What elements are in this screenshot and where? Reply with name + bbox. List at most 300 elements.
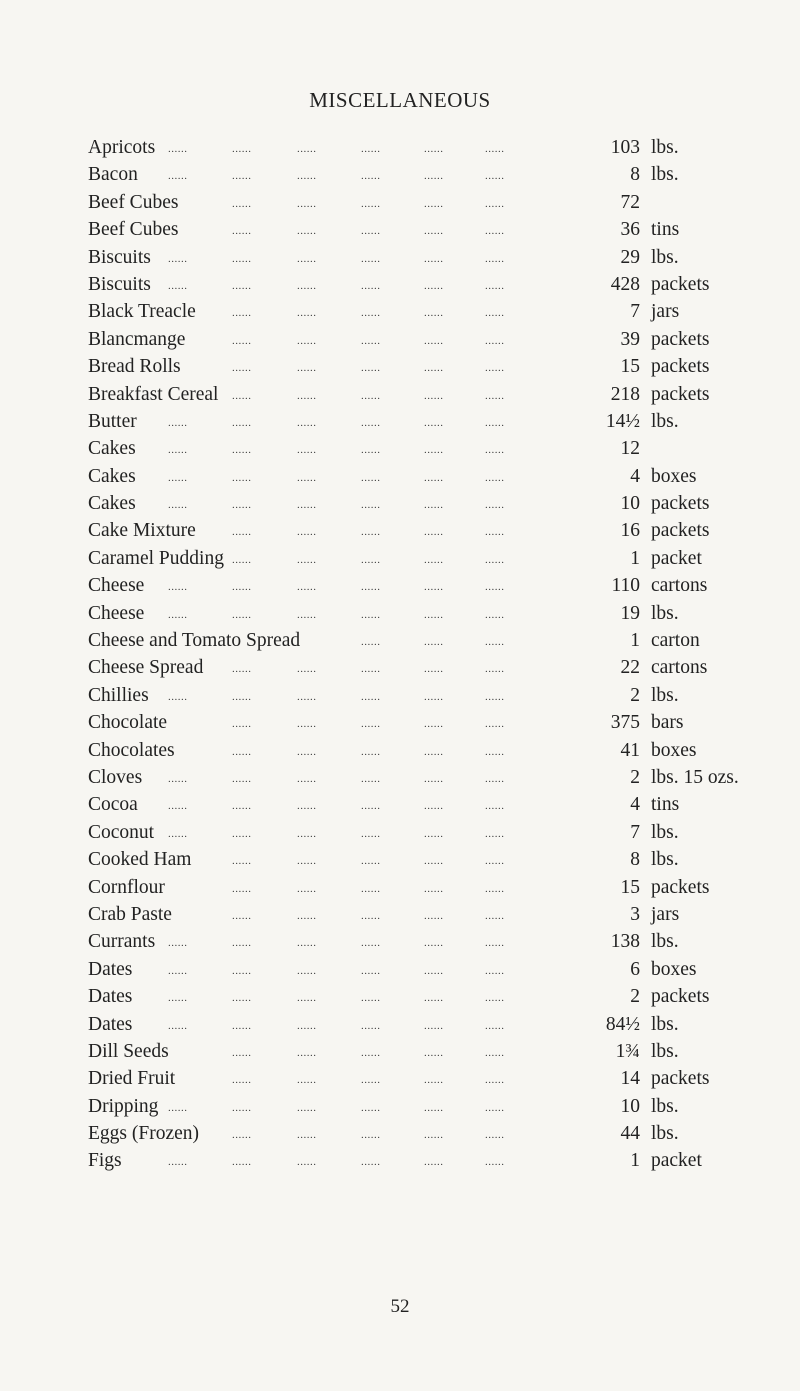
- leader-dots: ......: [424, 937, 444, 950]
- item-unit: packets: [651, 493, 710, 515]
- list-item: [0, 490, 800, 517]
- leader-dots: ......: [297, 279, 317, 292]
- leader-dots: ......: [297, 1129, 317, 1142]
- leader-dots: ......: [424, 1101, 444, 1114]
- list-item: [0, 874, 800, 901]
- leader-dots: ......: [168, 279, 188, 292]
- leader-dots: ......: [297, 334, 317, 347]
- item-quantity: 4: [630, 465, 640, 487]
- list-item: [0, 189, 800, 216]
- leader-dots: ......: [232, 143, 252, 155]
- item-unit: tins: [651, 219, 680, 241]
- item-quantity: 44: [620, 1123, 640, 1145]
- item-name: Beef Cubes: [88, 191, 179, 213]
- item-quantity: 110: [611, 575, 640, 597]
- item-quantity: 10: [620, 493, 640, 515]
- leader-dots: ......: [297, 772, 317, 785]
- leader-dots: ......: [232, 362, 252, 375]
- leader-dots: ......: [424, 1046, 444, 1059]
- leader-dots: ......: [424, 143, 444, 155]
- item-unit: packet: [651, 547, 702, 569]
- leader-dots: ......: [485, 608, 505, 621]
- leader-dots: ......: [232, 718, 252, 731]
- item-quantity: 16: [620, 520, 640, 542]
- leader-dots: ......: [168, 499, 188, 512]
- item-name: Chocolates: [88, 739, 175, 761]
- leader-dots: ......: [361, 745, 381, 758]
- list-item: [0, 1038, 800, 1065]
- leader-dots: ......: [297, 937, 317, 950]
- leader-dots: ......: [232, 882, 252, 895]
- leader-dots: ......: [168, 471, 188, 484]
- leader-dots: ......: [232, 1129, 252, 1142]
- leader-dots: ......: [297, 416, 317, 429]
- item-unit: lbs. 15 ozs.: [651, 766, 739, 788]
- list-item: [0, 517, 800, 544]
- item-name: Cake Mixture: [88, 520, 196, 542]
- leader-dots: ......: [297, 362, 317, 375]
- item-quantity: 15: [620, 356, 640, 378]
- leader-dots: ......: [424, 1129, 444, 1142]
- leader-dots: ......: [485, 389, 505, 402]
- item-unit: bars: [651, 712, 684, 734]
- leader-dots: ......: [361, 1156, 381, 1169]
- item-quantity: 1: [630, 547, 640, 569]
- item-unit: lbs.: [651, 821, 679, 843]
- leader-dots: ......: [232, 663, 252, 676]
- leader-dots: ......: [361, 362, 381, 375]
- item-quantity: 103: [610, 137, 640, 158]
- leader-dots: ......: [168, 800, 188, 813]
- item-quantity: 39: [620, 328, 640, 350]
- item-name: Cakes: [88, 438, 136, 460]
- leader-dots: ......: [297, 827, 317, 840]
- item-name: Eggs (Frozen): [88, 1123, 200, 1145]
- leader-dots: ......: [485, 636, 505, 649]
- leader-dots: ......: [297, 581, 317, 594]
- item-quantity: 7: [630, 301, 640, 323]
- leader-dots: ......: [361, 718, 381, 731]
- leader-dots: ......: [361, 1129, 381, 1142]
- item-quantity: 41: [620, 739, 640, 761]
- item-name: Beef Cubes: [88, 219, 179, 241]
- list-item: [0, 928, 800, 955]
- item-name: Cheese Spread: [88, 657, 204, 679]
- item-quantity: 1: [630, 1150, 640, 1172]
- leader-dots: ......: [361, 1101, 381, 1114]
- leader-dots: ......: [424, 362, 444, 375]
- leader-dots: ......: [424, 1019, 444, 1032]
- leader-dots: ......: [232, 553, 252, 566]
- item-quantity: 8: [630, 849, 640, 871]
- item-quantity: 1: [630, 630, 640, 652]
- leader-dots: ......: [485, 471, 505, 484]
- leader-dots: ......: [361, 663, 381, 676]
- leader-dots: ......: [297, 389, 317, 402]
- leader-dots: ......: [232, 800, 252, 813]
- leader-dots: ......: [168, 1101, 188, 1114]
- list-item: [0, 901, 800, 928]
- leader-dots: ......: [424, 416, 444, 429]
- item-quantity: 14½: [605, 410, 640, 432]
- leader-dots: ......: [168, 992, 188, 1005]
- leader-dots: ......: [168, 772, 188, 785]
- leader-dots: ......: [168, 1156, 188, 1169]
- list-item: [0, 791, 800, 818]
- leader-dots: ......: [361, 992, 381, 1005]
- leader-dots: ......: [168, 690, 188, 703]
- item-unit: lbs.: [651, 1123, 679, 1145]
- leader-dots: ......: [297, 909, 317, 922]
- leader-dots: ......: [361, 553, 381, 566]
- item-unit: lbs.: [651, 410, 679, 432]
- leader-dots: ......: [424, 471, 444, 484]
- list-item: [0, 654, 800, 681]
- leader-dots: ......: [232, 499, 252, 512]
- leader-dots: ......: [424, 690, 444, 703]
- list-item: [0, 1147, 800, 1174]
- item-quantity: 12: [620, 438, 640, 460]
- leader-dots: ......: [297, 526, 317, 539]
- list-item: [0, 408, 800, 435]
- leader-dots: ......: [297, 471, 317, 484]
- leader-dots: ......: [297, 1074, 317, 1087]
- item-name: Crab Paste: [88, 903, 172, 925]
- leader-dots: ......: [361, 170, 381, 183]
- item-unit: jars: [651, 903, 680, 925]
- item-unit: lbs.: [651, 931, 679, 953]
- item-unit: lbs.: [651, 164, 679, 186]
- item-quantity: 15: [620, 876, 640, 898]
- leader-dots: ......: [232, 690, 252, 703]
- item-unit: packets: [651, 273, 710, 295]
- leader-dots: ......: [168, 143, 188, 155]
- leader-dots: ......: [232, 307, 252, 320]
- leader-dots: ......: [232, 827, 252, 840]
- item-quantity: 10: [620, 1095, 640, 1117]
- leader-dots: ......: [361, 690, 381, 703]
- leader-dots: ......: [232, 444, 252, 457]
- leader-dots: ......: [232, 389, 252, 402]
- leader-dots: ......: [424, 882, 444, 895]
- list-item: [0, 1093, 800, 1120]
- leader-dots: ......: [297, 690, 317, 703]
- leader-dots: ......: [232, 964, 252, 977]
- leader-dots: ......: [297, 882, 317, 895]
- item-unit: packets: [651, 986, 710, 1008]
- item-name: Cocoa: [88, 794, 138, 816]
- leader-dots: ......: [361, 307, 381, 320]
- item-name: Butter: [88, 410, 137, 432]
- leader-dots: ......: [297, 718, 317, 731]
- page-number: 52: [390, 1296, 410, 1317]
- item-quantity: 19: [620, 602, 640, 624]
- item-unit: packets: [651, 356, 710, 378]
- leader-dots: ......: [361, 416, 381, 429]
- item-name: Dill Seeds: [88, 1040, 169, 1062]
- list-item: [0, 600, 800, 627]
- item-unit: tins: [651, 794, 680, 816]
- leader-dots: ......: [424, 553, 444, 566]
- leader-dots: ......: [168, 1019, 188, 1032]
- leader-dots: ......: [485, 663, 505, 676]
- leader-dots: ......: [424, 855, 444, 868]
- leader-dots: ......: [361, 197, 381, 210]
- leader-dots: ......: [424, 909, 444, 922]
- item-name: Currants: [88, 931, 156, 953]
- list-item: [0, 381, 800, 408]
- list-item: [0, 737, 800, 764]
- list-item: [0, 682, 800, 709]
- leader-dots: ......: [297, 252, 317, 265]
- leader-dots: ......: [485, 143, 505, 155]
- item-quantity: 3: [630, 903, 640, 925]
- item-quantity: 14: [620, 1068, 640, 1090]
- item-unit: boxes: [651, 465, 697, 487]
- leader-dots: ......: [297, 800, 317, 813]
- item-list: [0, 134, 800, 1175]
- list-item: [0, 298, 800, 325]
- item-name: Coconut: [88, 821, 155, 843]
- leader-dots: ......: [297, 197, 317, 210]
- leader-dots: ......: [361, 444, 381, 457]
- leader-dots: ......: [168, 581, 188, 594]
- leader-dots: ......: [485, 307, 505, 320]
- leader-dots: ......: [232, 225, 252, 238]
- leader-dots: ......: [361, 389, 381, 402]
- item-quantity: 22: [620, 657, 640, 679]
- leader-dots: ......: [297, 553, 317, 566]
- item-quantity: 8: [630, 164, 640, 186]
- leader-dots: ......: [424, 170, 444, 183]
- item-quantity: 7: [630, 821, 640, 843]
- item-unit: cartons: [651, 575, 708, 597]
- leader-dots: ......: [485, 526, 505, 539]
- list-item: [0, 326, 800, 353]
- leader-dots: ......: [297, 444, 317, 457]
- item-quantity: 36: [620, 219, 640, 241]
- leader-dots: ......: [361, 499, 381, 512]
- leader-dots: ......: [232, 279, 252, 292]
- leader-dots: ......: [424, 499, 444, 512]
- list-item: [0, 846, 800, 873]
- leader-dots: ......: [361, 909, 381, 922]
- item-quantity: 428: [610, 273, 640, 295]
- item-quantity: 375: [610, 712, 640, 734]
- leader-dots: ......: [485, 1101, 505, 1114]
- item-unit: packets: [651, 328, 710, 350]
- leader-dots: ......: [361, 827, 381, 840]
- leader-dots: ......: [361, 1046, 381, 1059]
- leader-dots: ......: [424, 526, 444, 539]
- leader-dots: ......: [361, 143, 381, 155]
- leader-dots: ......: [485, 581, 505, 594]
- item-name: Bread Rolls: [88, 356, 181, 378]
- item-name: Cornflour: [88, 876, 165, 898]
- leader-dots: ......: [485, 855, 505, 868]
- item-name: Dates: [88, 986, 133, 1008]
- leader-dots: ......: [485, 225, 505, 238]
- leader-dots: ......: [297, 143, 317, 155]
- list-item: [0, 463, 800, 490]
- item-quantity: 4: [630, 794, 640, 816]
- list-item: [0, 764, 800, 791]
- leader-dots: ......: [297, 992, 317, 1005]
- list-item: [0, 572, 800, 599]
- leader-dots: ......: [424, 608, 444, 621]
- leader-dots: ......: [168, 937, 188, 950]
- item-unit: lbs.: [651, 1040, 679, 1062]
- leader-dots: ......: [485, 800, 505, 813]
- leader-dots: ......: [485, 882, 505, 895]
- leader-dots: ......: [297, 499, 317, 512]
- leader-dots: ......: [485, 745, 505, 758]
- list-item: [0, 627, 800, 654]
- leader-dots: ......: [168, 252, 188, 265]
- leader-dots: ......: [424, 827, 444, 840]
- item-quantity: 138: [610, 931, 640, 953]
- leader-dots: ......: [297, 608, 317, 621]
- item-name: Dried Fruit: [88, 1068, 176, 1090]
- leader-dots: ......: [485, 252, 505, 265]
- leader-dots: ......: [297, 855, 317, 868]
- list-item: [0, 545, 800, 572]
- item-name: Dates: [88, 1013, 133, 1035]
- list-item: [0, 1065, 800, 1092]
- leader-dots: ......: [361, 471, 381, 484]
- leader-dots: ......: [485, 170, 505, 183]
- leader-dots: ......: [424, 252, 444, 265]
- item-unit: boxes: [651, 739, 697, 761]
- item-unit: boxes: [651, 958, 697, 980]
- leader-dots: ......: [424, 772, 444, 785]
- item-name: Caramel Pudding: [88, 547, 224, 569]
- leader-dots: ......: [297, 964, 317, 977]
- leader-dots: ......: [424, 389, 444, 402]
- leader-dots: ......: [485, 362, 505, 375]
- leader-dots: ......: [424, 225, 444, 238]
- item-quantity: 218: [610, 383, 640, 405]
- item-name: Bacon: [88, 164, 138, 186]
- leader-dots: ......: [485, 279, 505, 292]
- item-name: Biscuits: [88, 246, 151, 268]
- item-unit: lbs.: [651, 1013, 679, 1035]
- item-quantity: 2: [630, 986, 640, 1008]
- leader-dots: ......: [361, 608, 381, 621]
- item-quantity: 1¾: [615, 1040, 640, 1062]
- list-item: [0, 353, 800, 380]
- item-name: Figs: [88, 1150, 122, 1172]
- leader-dots: ......: [485, 499, 505, 512]
- leader-dots: ......: [424, 800, 444, 813]
- leader-dots: ......: [424, 964, 444, 977]
- leader-dots: ......: [232, 1156, 252, 1169]
- list-item: [0, 1120, 800, 1147]
- item-name: Blancmange: [88, 328, 186, 350]
- leader-dots: ......: [485, 827, 505, 840]
- leader-dots: ......: [361, 279, 381, 292]
- leader-dots: ......: [168, 170, 188, 183]
- item-name: Dates: [88, 958, 133, 980]
- leader-dots: ......: [232, 252, 252, 265]
- item-quantity: 2: [630, 766, 640, 788]
- leader-dots: ......: [361, 252, 381, 265]
- leader-dots: ......: [232, 416, 252, 429]
- leader-dots: ......: [232, 1101, 252, 1114]
- page-title: MISCELLANEOUS: [309, 88, 491, 112]
- leader-dots: ......: [232, 170, 252, 183]
- leader-dots: ......: [361, 800, 381, 813]
- leader-dots: ......: [361, 1019, 381, 1032]
- leader-dots: ......: [485, 718, 505, 731]
- leader-dots: ......: [424, 334, 444, 347]
- leader-dots: ......: [485, 992, 505, 1005]
- item-name: Cheese: [88, 575, 145, 597]
- leader-dots: ......: [168, 416, 188, 429]
- list-item: [0, 271, 800, 298]
- leader-dots: ......: [485, 1046, 505, 1059]
- item-name: Cheese and Tomato Spread: [88, 630, 301, 652]
- item-name: Dripping: [88, 1095, 159, 1117]
- leader-dots: ......: [361, 581, 381, 594]
- leader-dots: ......: [232, 526, 252, 539]
- leader-dots: ......: [361, 964, 381, 977]
- item-name: Cakes: [88, 465, 136, 487]
- leader-dots: ......: [485, 416, 505, 429]
- leader-dots: ......: [232, 992, 252, 1005]
- leader-dots: ......: [297, 1019, 317, 1032]
- leader-dots: ......: [361, 225, 381, 238]
- leader-dots: ......: [232, 334, 252, 347]
- leader-dots: ......: [424, 581, 444, 594]
- leader-dots: ......: [232, 1046, 252, 1059]
- leader-dots: ......: [424, 663, 444, 676]
- leader-dots: ......: [168, 964, 188, 977]
- leader-dots: ......: [232, 909, 252, 922]
- leader-dots: ......: [424, 1074, 444, 1087]
- leader-dots: ......: [485, 444, 505, 457]
- leader-dots: ......: [232, 197, 252, 210]
- leader-dots: ......: [485, 772, 505, 785]
- list-item: [0, 435, 800, 462]
- item-quantity: 2: [630, 684, 640, 706]
- leader-dots: ......: [232, 745, 252, 758]
- list-item: [0, 819, 800, 846]
- leader-dots: ......: [297, 663, 317, 676]
- leader-dots: ......: [485, 1019, 505, 1032]
- leader-dots: ......: [297, 745, 317, 758]
- leader-dots: ......: [232, 608, 252, 621]
- leader-dots: ......: [361, 855, 381, 868]
- item-unit: packets: [651, 383, 710, 405]
- item-unit: lbs.: [651, 246, 679, 268]
- item-name: Breakfast Cereal: [88, 383, 219, 405]
- leader-dots: ......: [297, 170, 317, 183]
- leader-dots: ......: [424, 444, 444, 457]
- leader-dots: ......: [485, 1074, 505, 1087]
- leader-dots: ......: [485, 1129, 505, 1142]
- item-unit: lbs.: [651, 849, 679, 871]
- leader-dots: ......: [424, 279, 444, 292]
- item-quantity: 72: [620, 191, 640, 213]
- item-unit: lbs.: [651, 602, 679, 624]
- leader-dots: ......: [232, 581, 252, 594]
- item-name: Chillies: [88, 684, 149, 706]
- item-unit: cartons: [651, 657, 708, 679]
- list-item: [0, 216, 800, 243]
- leader-dots: ......: [297, 225, 317, 238]
- item-name: Cloves: [88, 766, 143, 788]
